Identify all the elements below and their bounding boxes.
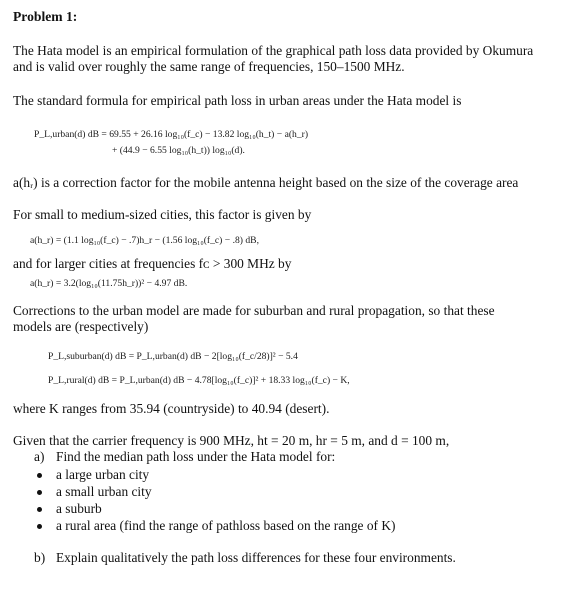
part-b-text: Explain qualitatively the path loss differences for these four environments.	[56, 550, 456, 565]
k-range-text: where K ranges from 35.94 (countryside) to 40.94 (desert).	[13, 401, 330, 416]
problem-title: Problem 1:	[13, 9, 78, 24]
larger-cities-text: and for larger cities at frequencies fᴄ > 300 MHz by	[13, 256, 292, 271]
corrections-line-1: Corrections to the urban model are made for suburban and rural propagation, so that these	[13, 303, 495, 318]
part-a-text: Find the median path loss under the Hata model for:	[56, 449, 336, 464]
large-city-formula: a(h_r) = 3.2(log₁₀(11.75h_r))² − 4.97 dB.	[30, 278, 188, 289]
urban-formula-line-2: + (44.9 − 6.55 log₁₀(h_t)) log₁₀(d).	[112, 145, 245, 156]
small-cities-text: For small to medium-sized cities, this factor is given by	[13, 207, 312, 222]
list-item: a rural area (find the range of pathloss based on the range of K)	[56, 518, 396, 533]
intro-line-1: The Hata model is an empirical formulation of the graphical path loss data provided by Okumura	[13, 43, 534, 58]
part-a-label: a)	[34, 449, 45, 464]
corrections-line-2: models are (respectively)	[13, 319, 149, 334]
bullet-dot-icon	[37, 490, 42, 495]
urban-formula-line-1: P_L,urban(d) dB = 69.55 + 26.16 log₁₀(f_c) − 13.82 log₁₀(h_t) − a(h_r)	[34, 129, 309, 140]
list-item: a suburb	[56, 501, 102, 516]
correction-factor-text: a(hᵣ) is a correction factor for the mobile antenna height based on the size of the coverage area	[13, 175, 519, 190]
given-text: Given that the carrier frequency is 900 MHz, ht = 20 m, hr = 5 m, and d = 100 m,	[13, 433, 450, 448]
part-b-label: b)	[34, 550, 46, 565]
intro-line-2: and is valid over roughly the same range of frequencies, 150–1500 MHz.	[13, 59, 405, 74]
list-item: a large urban city	[56, 467, 150, 482]
bullet-dot-icon	[37, 507, 42, 512]
list-item: a small urban city	[56, 484, 152, 499]
suburban-formula: P_L,suburban(d) dB = P_L,urban(d) dB − 2[log₁₀(f_c/28)]² − 5.4	[48, 351, 298, 362]
standard-formula-intro: The standard formula for empirical path loss in urban areas under the Hata model is	[13, 93, 462, 108]
small-city-formula: a(h_r) = (1.1 log₁₀(f_c) − .7)h_r − (1.56 log₁₀(f_c) − .8) dB,	[30, 235, 259, 246]
rural-formula: P_L,rural(d) dB = P_L,urban(d) dB − 4.78[log₁₀(f_c)]² + 18.33 log₁₀(f_c) − K,	[48, 375, 350, 386]
bullet-dot-icon	[37, 473, 42, 478]
bullet-dot-icon	[37, 524, 42, 529]
